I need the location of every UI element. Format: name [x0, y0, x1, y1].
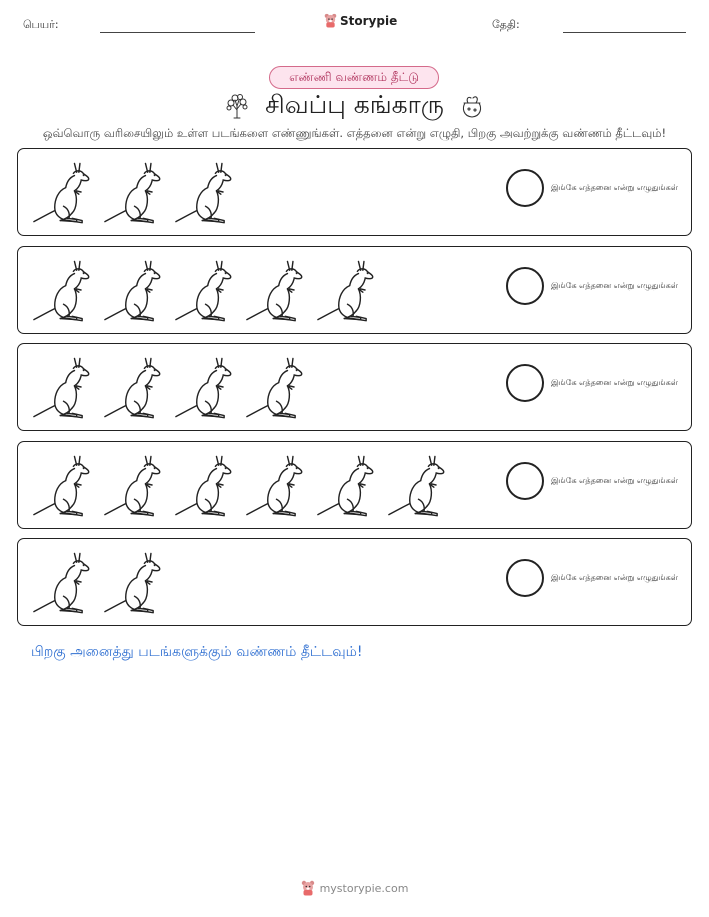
- kangaroo-icon[interactable]: [99, 158, 170, 226]
- counting-row: [17, 148, 692, 236]
- kangaroo-icon[interactable]: [99, 548, 170, 616]
- kangaroo-icon[interactable]: [170, 353, 241, 421]
- kangaroo-icon[interactable]: [241, 451, 312, 519]
- brand-name: Storypie: [340, 13, 398, 28]
- answer-circle[interactable]: [506, 559, 544, 597]
- answer-hint: இங்கே எத்தனை என்று எழுதுங்கள்: [551, 280, 678, 290]
- kangaroo-icon[interactable]: [170, 256, 241, 324]
- kangaroo-icon[interactable]: [28, 256, 99, 324]
- answer-hint: இங்கே எத்தனை என்று எழுதுங்கள்: [551, 475, 678, 485]
- tree-icon: [223, 92, 251, 120]
- footer-url: mystorypie.com: [319, 881, 409, 895]
- counting-row: [17, 246, 692, 334]
- date-line[interactable]: [563, 32, 686, 33]
- kangaroo-icon[interactable]: [170, 158, 241, 226]
- kangaroo-icon[interactable]: [241, 353, 312, 421]
- kangaroo-icon[interactable]: [312, 256, 383, 324]
- pot-icon: [458, 92, 486, 120]
- storypie-bear-icon: [324, 13, 337, 28]
- answer-hint: இங்கே எத்தனை என்று எழுதுங்கள்: [551, 183, 678, 192]
- answer-circle[interactable]: [506, 462, 544, 500]
- kangaroo-icon[interactable]: [99, 256, 170, 324]
- kangaroo-icon[interactable]: [99, 353, 170, 421]
- name-label: பெயர்:: [23, 18, 59, 31]
- page-title-text: சிவப்பு கங்காரு: [265, 89, 444, 119]
- kangaroo-icon[interactable]: [28, 353, 99, 421]
- kangaroo-group: [28, 451, 454, 519]
- answer-hint: இங்கே எத்தனை என்று எழுதுங்கள்: [551, 378, 678, 387]
- counting-row: [17, 538, 692, 626]
- page-title: [0, 88, 709, 124]
- date-label: தேதி:: [492, 18, 520, 31]
- kangaroo-icon[interactable]: [99, 451, 170, 519]
- kangaroo-icon[interactable]: [28, 451, 99, 519]
- name-line[interactable]: [100, 32, 255, 33]
- kangaroo-icon[interactable]: [383, 451, 454, 519]
- kangaroo-group: [28, 353, 312, 421]
- footer: [0, 880, 709, 896]
- answer-circle[interactable]: [506, 364, 544, 402]
- answer-circle[interactable]: [506, 169, 544, 207]
- kangaroo-group: [28, 256, 383, 324]
- kangaroo-icon[interactable]: [170, 451, 241, 519]
- kangaroo-icon[interactable]: [28, 158, 99, 226]
- storypie-bear-icon: [301, 880, 315, 896]
- activity-badge: எண்ணி வண்ணம் தீட்டு: [269, 66, 439, 89]
- counting-row: [17, 343, 692, 431]
- answer-hint: இங்கே எத்தனை என்று எழுதுங்கள்: [551, 573, 678, 582]
- kangaroo-icon[interactable]: [241, 256, 312, 324]
- answer-circle[interactable]: [506, 267, 544, 305]
- storypie-logo: [324, 13, 397, 28]
- kangaroo-icon[interactable]: [28, 548, 99, 616]
- instructions: ஒவ்வொரு வரிசையிலும் உள்ள படங்களை எண்ணுங்கள். எத்தனை என்று எழுதி, பிறகு அவற்றுக்கு வண்ணம் தீட்டவும்!: [42, 126, 667, 140]
- kangaroo-icon[interactable]: [312, 451, 383, 519]
- kangaroo-group: [28, 548, 170, 616]
- counting-row: [17, 441, 692, 529]
- kangaroo-group: [28, 158, 241, 226]
- closing-instruction: பிறகு அனைத்து படங்களுக்கும் வண்ணம் தீட்டவும்!: [31, 644, 363, 660]
